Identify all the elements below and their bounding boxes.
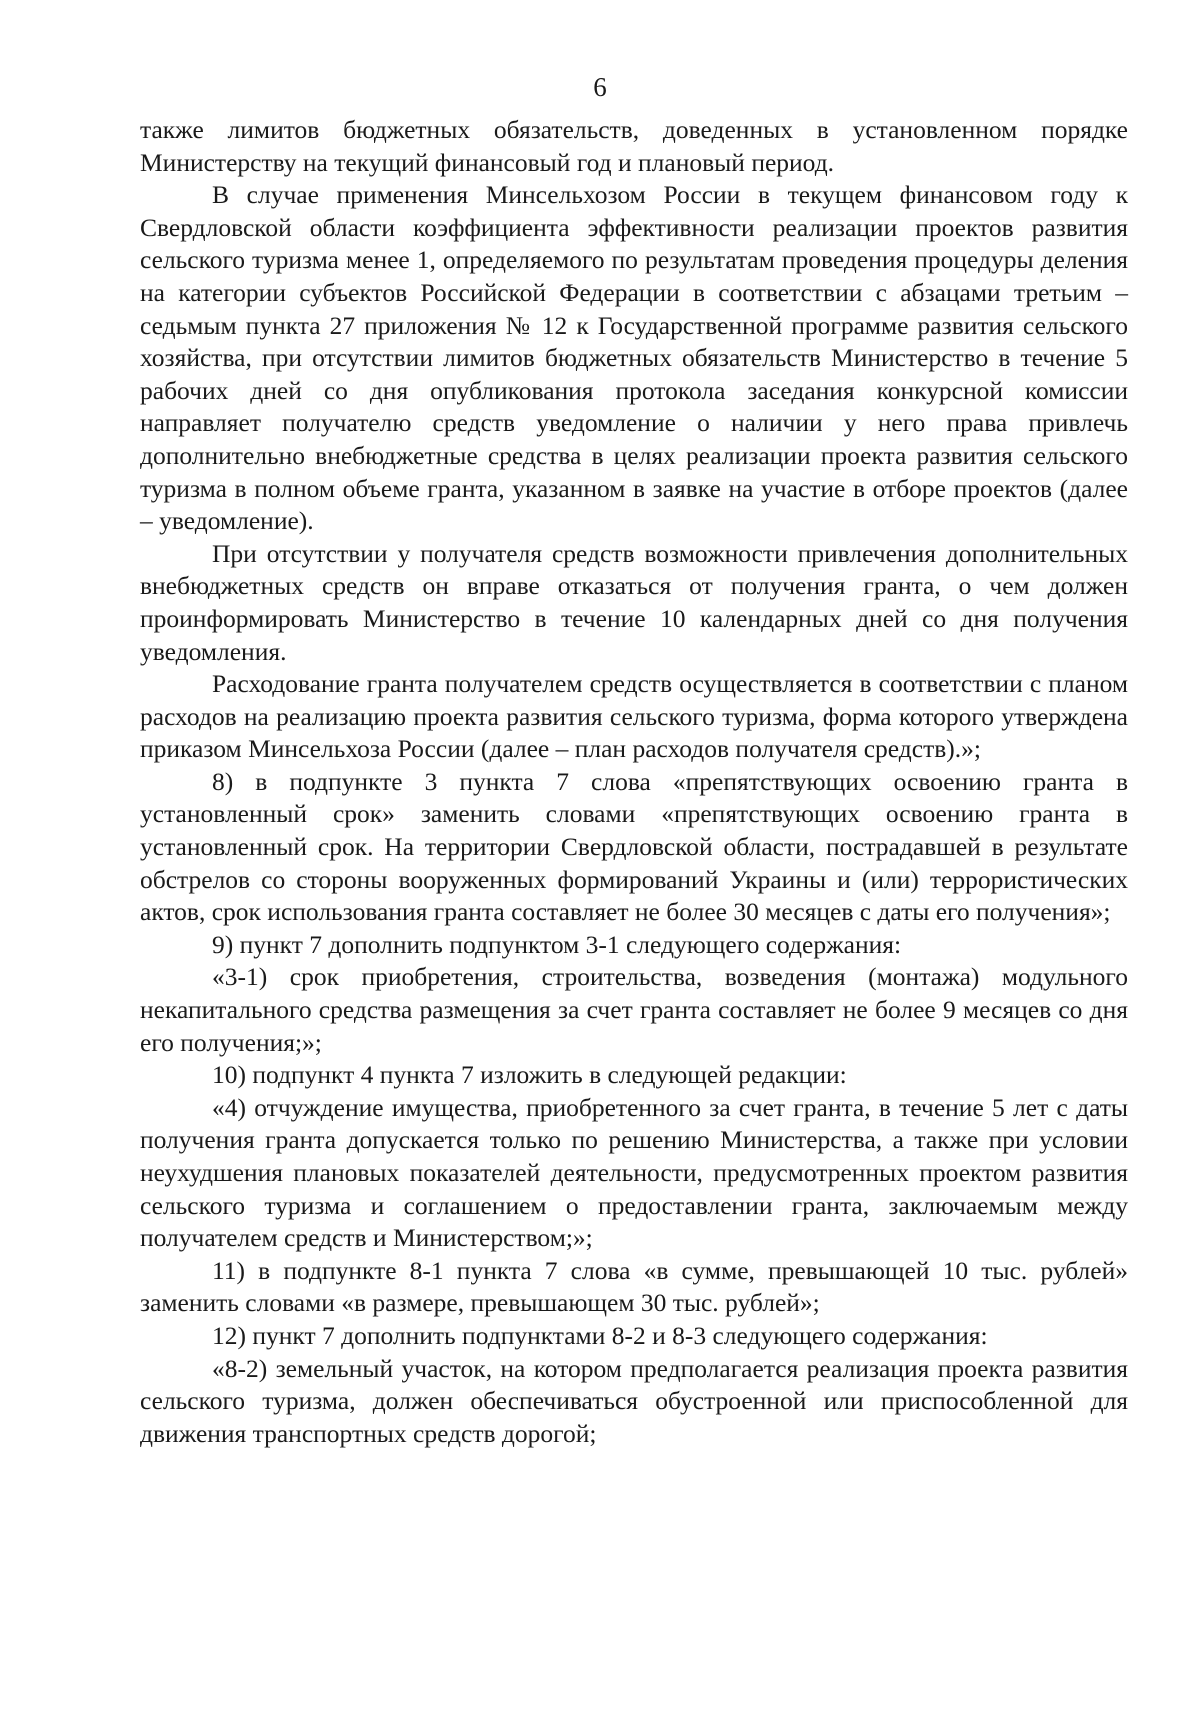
page-number: 6 [593, 72, 607, 102]
paragraph-item-12: 12) пункт 7 дополнить подпунктами 8-2 и 8-3 следующего содержания: [212, 1320, 988, 1350]
paragraph-item-10: 10) подпункт 4 пункта 7 изложить в следующей редакции: [212, 1060, 847, 1090]
paragraph-subitem-3-1: «3-1) срок приобретения, строительства, возведения (монтажа) модульного некапитального средства размещения за счет гранта составляет не более 9 месяцев со дня его получения;»; [140, 962, 1128, 1057]
paragraph-item-8: 8) в подпункте 3 пункта 7 слова «препятствующих освоению гранта в установленный срок» заменить словами «препятствующих освоению гранта в установленный срок. На территории Свердловской области, пострадавшей в результате обстрелов со стороны вооруженных формирований Украины и (или) террористических актов, срок использования гранта составляет не более 30 месяцев с даты его получения»; [140, 766, 1128, 927]
paragraph-subitem-4: «4) отчуждение имущества, приобретенного за счет гранта, в течение 5 лет с даты получения гранта допускается только по решению Министерства, а также при условии неухудшения плановых показателей деятельности, предусмотренных проектом развития сельского туризма и соглашением о предоставлении гранта, заключаемым между получателем средств и Министерством;»; [140, 1092, 1128, 1253]
paragraph-item-11: 11) в подпункте 8-1 пункта 7 слова «в сумме, превышающей 10 тыс. рублей» заменить словами «в размере, превышающем 30 тыс. рублей»; [140, 1255, 1128, 1318]
paragraph-subitem-8-2: «8-2) земельный участок, на котором предполагается реализация проекта развития сельского туризма, должен обеспечиваться обустроенной или приспособленной для движения транспортных средств дорогой; [140, 1353, 1128, 1448]
paragraph-coefficient-notice: В случае применения Минсельхозом России в текущем финансовом году к Свердловской области коэффициента эффективности реализации проектов развития сельского туризма менее 1, определяемого по результатам проведения процедуры деления на категории субъектов Российской Федерации в соответствии с абзацами третьим – седьмым пункта 27 приложения № 12 к Государственной программе развития сельского хозяйства, при отсутствии лимитов бюджетных обязательств Министерство в течение 5 рабочих дней со дня опубликования протокола заседания конкурсной комиссии направляет получателю средств уведомление о наличии у него права привлечь дополнительно внебюджетные средства в целях реализации проекта развития сельского туризма в полном объеме гранта, указанном в заявке на участие в отборе проектов (далее – уведомление). [140, 180, 1128, 536]
paragraph-item-9: 9) пункт 7 дополнить подпунктом 3-1 следующего содержания: [212, 929, 902, 959]
paragraph-continuation: также лимитов бюджетных обязательств, доведенных в установленном порядке Министерству на текущий финансовый год и плановый период. [140, 115, 1128, 177]
paragraph-refusal: При отсутствии у получателя средств возможности привлечения дополнительных внебюджетных средств он вправе отказаться от получения гранта, о чем должен проинформировать Министерство в течение 10 календарных дней со дня получения уведомления. [140, 538, 1128, 666]
document-body [140, 114, 1128, 1450]
paragraph-expenditure-plan: Расходование гранта получателем средств осуществляется в соответствии с планом расходов на реализацию проекта развития сельского туризма, форма которого утверждена приказом Минсельхоза России (далее – план расходов получателя средств).»; [140, 669, 1128, 764]
